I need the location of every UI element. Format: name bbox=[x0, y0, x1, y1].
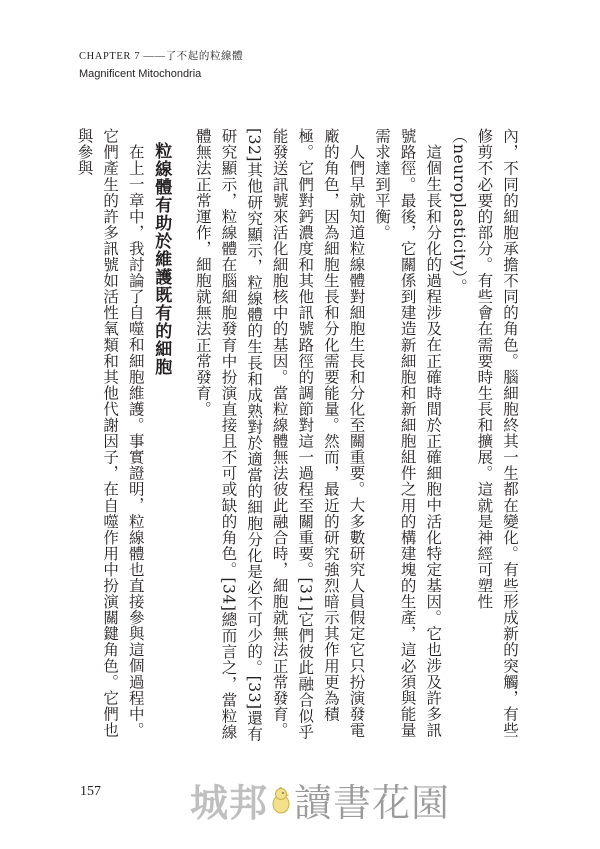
paragraph-2: 這個生長和分化的過程涉及在正確時間於正確細胞中活化特定基因。它也涉及許多訊號路徑。最後，它關係到建造新細胞和新細胞組件之用的構建塊的生產，這必須與能量需求達到平衡。 bbox=[373, 128, 443, 738]
paragraph-4: 在上一章中，我討論了自噬和細胞維護。事實證明，粒線體也直接參與這個過程中。它們產生的許多訊號如活性氧類和其他代謝因子，在自噬作用中扮演關鍵角色。它們也與參與 bbox=[75, 128, 145, 738]
chapter-subtitle: Magnificent Mitochondria bbox=[79, 68, 202, 80]
chapter-line bbox=[79, 48, 243, 63]
section-heading: 粒線體有助於維護既有的細胞 bbox=[151, 142, 172, 376]
page-number: 157 bbox=[80, 784, 101, 799]
running-header bbox=[79, 48, 243, 80]
watermark-logo bbox=[190, 772, 450, 827]
watermark-name: 讀書花園 bbox=[294, 781, 451, 825]
paragraph-3: 人們早就知道粒線體對細胞生長和分化至關重要。大多數研究人員假定它只扮演發電廠的角色，因為細胞生長和分化需要能量。然而，最近的研究強烈暗示其作用更為積極。它們對鈣濃度和其他訊號路徑的調節對這一過程至關重要。[31]它們彼此融合似乎能發送訊號來活化細胞核中的基因。當粒線體無法彼此融合時，細胞就無法正常發育。[32]其他研究顯示，粒線體的生長和成熟對於適當的細胞分化是必不可少的。[33]還有研究顯示，粒線體在腦細胞發育中扮演直接且不可或缺的角色。[34]總而言之，當粒線體無法正常運作，細胞就無法正常發育。 bbox=[193, 128, 366, 742]
chapter-title: 了不起的粒線體 bbox=[165, 51, 244, 62]
watermark-brand: 城邦 bbox=[190, 781, 269, 825]
chick-mascot-icon bbox=[270, 785, 292, 815]
chapter-dash: —— bbox=[143, 51, 166, 62]
paragraph-1: 內，不同的細胞承擔不同的角色。腦細胞終其一生都在變化。有些形成新的突觸，有些修剪不必要的部分。有些會在需要時生長和擴展。這就是神經可塑性（neuroplasticity）。 bbox=[449, 128, 519, 738]
chapter-label: CHAPTER 7 bbox=[79, 51, 141, 62]
body-text bbox=[71, 128, 522, 748]
